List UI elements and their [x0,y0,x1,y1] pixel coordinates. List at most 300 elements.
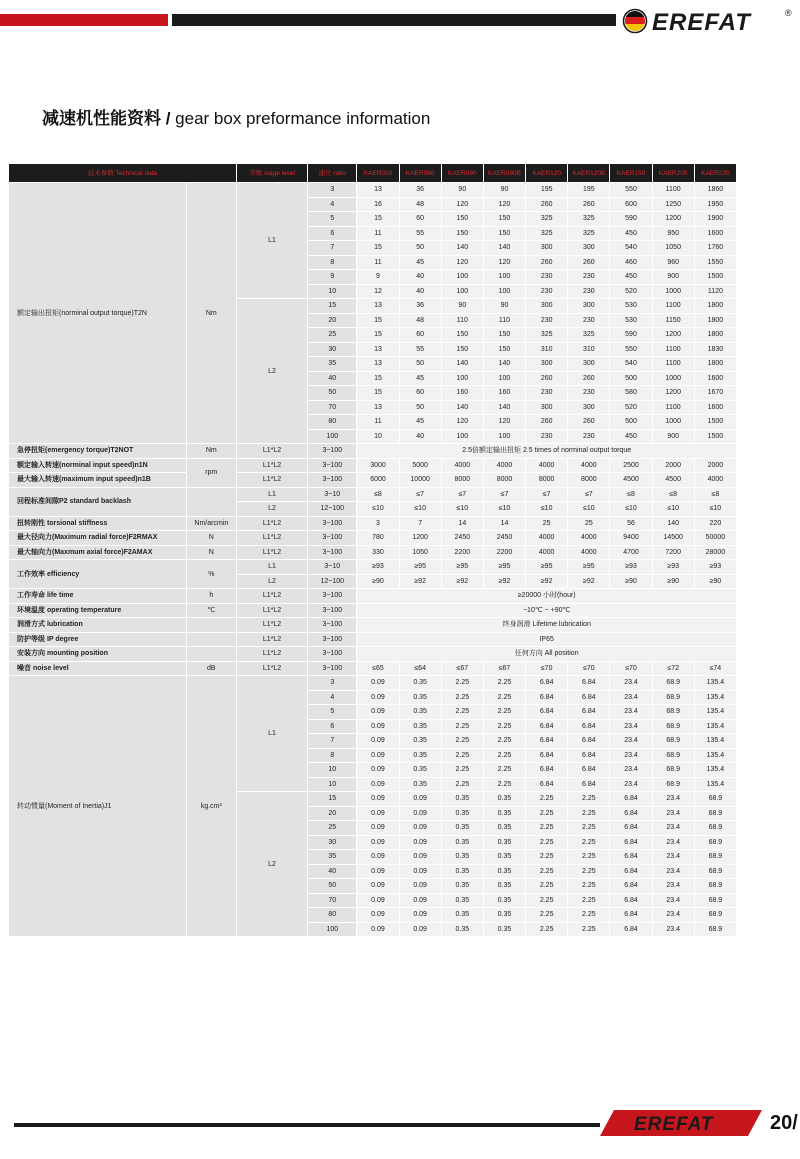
value-cell: 0.09 [357,719,399,734]
ratio-cell: 100 [308,922,357,937]
table-row [9,661,737,676]
value-cell: 2200 [441,545,483,560]
value-cell: 1950 [694,197,736,212]
stage-cell: L1*L2 [236,473,307,488]
value-cell: 36 [399,299,441,314]
parameter-label: 最大输入转速(maximum input speed)n1B [9,473,187,488]
header-model: KAER050 [357,164,399,183]
title-separator: / [161,109,176,128]
value-cell: 15 [357,371,399,386]
header-model: KAER150 [610,164,652,183]
value-cell: 140 [483,241,525,256]
value-cell: 0.09 [357,879,399,894]
value-cell: 10000 [399,473,441,488]
value-cell: ≤10 [399,502,441,517]
unit-cell: rpm [186,458,236,487]
stage-cell: L1 [236,183,307,299]
value-cell: 230 [568,313,610,328]
value-cell: 135.4 [694,705,736,720]
value-cell: 2.25 [568,908,610,923]
value-cell: 45 [399,415,441,430]
value-cell: 1500 [694,270,736,285]
value-cell: 0.35 [441,864,483,879]
value-cell: 90 [441,299,483,314]
value-cell: ≤7 [568,487,610,502]
value-cell: 135.4 [694,690,736,705]
value-cell: 25 [568,516,610,531]
value-cell: 2.25 [568,850,610,865]
value-cell: 11 [357,415,399,430]
value-cell: 2.25 [483,748,525,763]
value-cell: 12 [357,284,399,299]
value-cell: 2450 [483,531,525,546]
value-cell: 0.35 [441,835,483,850]
ratio-cell: 35 [308,850,357,865]
value-cell: 1100 [652,400,694,415]
value-cell: 1830 [694,342,736,357]
ratio-cell: 70 [308,893,357,908]
value-cell: 1000 [652,415,694,430]
value-cell: 4000 [568,545,610,560]
value-cell: 260 [526,415,568,430]
stage-cell: L1*L2 [236,444,307,459]
value-cell: ≥93 [357,560,399,575]
value-cell: 11 [357,255,399,270]
value-cell: 140 [441,241,483,256]
header-model: KAER060 [399,164,441,183]
stage-cell: L2 [236,792,307,937]
value-cell: 140 [483,400,525,415]
value-cell: 0.09 [357,821,399,836]
value-cell: 0.09 [357,893,399,908]
value-cell: 40 [399,429,441,444]
ratio-cell: 10 [308,284,357,299]
value-cell: 0.35 [399,705,441,720]
value-cell: 300 [568,400,610,415]
value-cell: ≤10 [357,502,399,517]
value-cell: 45 [399,255,441,270]
value-cell: 6.84 [610,864,652,879]
value-cell: ≤10 [694,502,736,517]
value-cell: 2.25 [568,893,610,908]
value-cell: 6.84 [610,893,652,908]
ratio-cell: 4 [308,197,357,212]
value-cell: 0.09 [399,835,441,850]
value-cell: 2.25 [483,690,525,705]
value-cell: 1000 [652,371,694,386]
ratio-cell: 3~100 [308,444,357,459]
value-cell: 0.09 [399,908,441,923]
value-cell: 135.4 [694,763,736,778]
value-cell: 0.09 [399,806,441,821]
value-cell: 140 [652,516,694,531]
parameter-label: 转动惯量(Moment of Inertia)J1 [9,676,187,937]
value-cell: 1600 [694,226,736,241]
value-cell: 2.25 [526,821,568,836]
value-cell: 2.25 [526,893,568,908]
value-cell: 6.84 [568,705,610,720]
value-cell: 260 [526,197,568,212]
value-cell: 2.25 [441,748,483,763]
value-cell: 1050 [399,545,441,560]
value-cell: 580 [610,386,652,401]
value-cell: 4500 [610,473,652,488]
value-cell: ≤74 [694,661,736,676]
value-cell: 0.35 [399,719,441,734]
parameter-label: 工作寿命 life time [9,589,187,604]
parameter-label: 防护等级 IP degree [9,632,187,647]
value-cell: 0.09 [357,777,399,792]
value-cell: 230 [568,284,610,299]
value-cell: 135.4 [694,777,736,792]
value-cell: 100 [441,371,483,386]
value-cell: 6.84 [568,676,610,691]
value-cell: 50 [399,241,441,256]
value-cell: 14500 [652,531,694,546]
value-cell: 2.25 [568,835,610,850]
value-cell: 15 [357,313,399,328]
header-model: KAER090B [483,164,525,183]
unit-cell [186,487,236,516]
value-cell: 68.9 [694,806,736,821]
table-row [9,487,737,502]
value-cell: 230 [568,386,610,401]
value-cell: 6.84 [610,850,652,865]
stage-cell: L1*L2 [236,531,307,546]
ratio-cell: 3~100 [308,647,357,662]
value-cell: 3 [357,516,399,531]
value-cell: 330 [357,545,399,560]
value-cell: 0.35 [441,922,483,937]
value-cell: 4000 [441,458,483,473]
value-cell: 1100 [652,357,694,372]
value-cell: 1100 [652,183,694,198]
unit-cell: N [186,531,236,546]
value-cell: 530 [610,313,652,328]
stage-cell: L2 [236,502,307,517]
table-row [9,183,737,198]
value-cell: 590 [610,212,652,227]
ratio-cell: 3~100 [308,458,357,473]
ratio-cell: 15 [308,299,357,314]
value-cell: 530 [610,299,652,314]
value-cell: 3000 [357,458,399,473]
value-cell: 260 [568,371,610,386]
value-cell: 2.25 [441,676,483,691]
value-cell: 135.4 [694,734,736,749]
value-cell: 520 [610,400,652,415]
value-cell: 2.25 [568,922,610,937]
value-cell: 0.35 [441,806,483,821]
stage-cell: L2 [236,574,307,589]
value-cell: ≤72 [652,661,694,676]
ratio-cell: 30 [308,342,357,357]
header-model: KAER205 [652,164,694,183]
value-cell: 260 [568,415,610,430]
value-cell: 460 [610,255,652,270]
value-cell: 550 [610,183,652,198]
value-cell: 0.09 [357,763,399,778]
value-cell: 6.84 [610,821,652,836]
value-cell: 325 [568,328,610,343]
value-cell: 120 [441,255,483,270]
value-cell: 100 [483,284,525,299]
value-cell: 0.09 [357,850,399,865]
value-cell: 110 [441,313,483,328]
value-cell: 0.09 [357,908,399,923]
value-cell: 120 [483,415,525,430]
value-cell: 325 [568,212,610,227]
value-cell: 2.25 [568,806,610,821]
value-cell: 1800 [694,313,736,328]
value-cell: 195 [526,183,568,198]
value-cell: ≤67 [441,661,483,676]
table-row [9,531,737,546]
value-cell: 0.35 [399,777,441,792]
value-cell: 150 [441,342,483,357]
table-row [9,603,737,618]
value-cell: ≥92 [399,574,441,589]
brand-wordmark: EREFAT [652,9,751,36]
value-cell: 230 [526,284,568,299]
ratio-cell: 3~10 [308,487,357,502]
header-model: KAER120B [568,164,610,183]
stage-cell: L1 [236,487,307,502]
value-cell: 1200 [652,212,694,227]
ratio-cell: 3~100 [308,473,357,488]
value-cell: 23.4 [610,690,652,705]
value-cell: 6.84 [610,806,652,821]
value-cell: 2.25 [441,719,483,734]
parameter-label: 润滑方式 lubrication [9,618,187,633]
value-cell: 23.4 [652,835,694,850]
value-cell: 2.25 [526,835,568,850]
value-cell: 1050 [652,241,694,256]
ratio-cell: 70 [308,400,357,415]
value-cell: 0.35 [483,792,525,807]
value-cell: 2.25 [526,792,568,807]
ratio-cell: 20 [308,313,357,328]
ratio-cell: 12~100 [308,502,357,517]
value-cell: 325 [526,212,568,227]
parameter-label: 最大径向力(Maximum radial force)F2RMAX [9,531,187,546]
value-cell: 160 [441,386,483,401]
table-row [9,516,737,531]
value-cell: ≥90 [652,574,694,589]
value-cell: 8000 [568,473,610,488]
value-cell: 50 [399,400,441,415]
value-cell: ≥93 [652,560,694,575]
value-cell: 2.25 [568,864,610,879]
value-cell: 0.09 [399,893,441,908]
value-cell: 0.09 [357,705,399,720]
value-cell: 6.84 [526,777,568,792]
header-model: KAER235 [694,164,736,183]
value-cell: 1800 [694,299,736,314]
value-cell: 6.84 [526,705,568,720]
value-cell: 2.25 [526,922,568,937]
value-cell: 4500 [652,473,694,488]
ratio-cell: 7 [308,734,357,749]
value-cell: 325 [526,328,568,343]
value-cell: 2.25 [483,676,525,691]
value-cell: 260 [526,255,568,270]
value-cell: 6.84 [610,879,652,894]
page-title [42,104,430,129]
value-cell: 960 [652,255,694,270]
value-cell: 2.25 [441,763,483,778]
value-cell: 25 [526,516,568,531]
value-cell: ≤64 [399,661,441,676]
value-cell: 0.35 [441,893,483,908]
unit-cell: dB [186,661,236,676]
table-row [9,647,737,662]
value-cell: 2000 [652,458,694,473]
value-cell: 780 [357,531,399,546]
header-black-bar [172,14,616,26]
value-cell: 1500 [694,429,736,444]
value-cell: 45 [399,371,441,386]
value-cell: 15 [357,328,399,343]
value-cell: 150 [483,226,525,241]
value-cell: 110 [483,313,525,328]
value-cell: 300 [526,299,568,314]
value-cell: 68.9 [652,763,694,778]
value-cell: 23.4 [652,893,694,908]
value-cell: 100 [441,284,483,299]
value-cell: 68.9 [694,864,736,879]
value-cell: ≥92 [441,574,483,589]
value-cell: 220 [694,516,736,531]
value-cell: 0.35 [483,908,525,923]
value-cell: 150 [483,212,525,227]
value-cell: 23.4 [652,864,694,879]
table-row [9,589,737,604]
value-cell: 2.25 [568,821,610,836]
value-cell: 150 [441,328,483,343]
value-cell: 7 [399,516,441,531]
value-cell: 120 [441,197,483,212]
value-cell: 0.09 [357,864,399,879]
ratio-cell: 35 [308,357,357,372]
value-cell: 900 [652,429,694,444]
value-cell: 2.25 [568,879,610,894]
ratio-cell: 5 [308,212,357,227]
footer-black-bar [14,1123,600,1127]
value-cell: 6.84 [610,908,652,923]
value-cell: ≤10 [568,502,610,517]
value-cell: 90 [483,299,525,314]
value-cell: 1120 [694,284,736,299]
value-cell: 4700 [610,545,652,560]
value-cell: 1760 [694,241,736,256]
stage-cell: L1*L2 [236,661,307,676]
stage-cell: L1*L2 [236,545,307,560]
value-cell: 0.09 [357,734,399,749]
value-cell: 230 [526,270,568,285]
value-cell: 16 [357,197,399,212]
page-number: 20/ [770,1112,798,1134]
table-row [9,618,737,633]
value-cell: 0.35 [483,864,525,879]
value-cell: 0.35 [399,763,441,778]
value-cell: 0.09 [357,806,399,821]
parameter-label: 额定输出扭矩(norminal output torque)T2N [9,183,187,444]
value-cell: 68.9 [694,821,736,836]
value-cell: 0.35 [399,734,441,749]
table-row [9,458,737,473]
value-cell: 23.4 [652,908,694,923]
value-cell: 1860 [694,183,736,198]
value-cell: 2.25 [526,850,568,865]
parameter-label: 扭转刚性 torsional stiffness [9,516,187,531]
value-cell: 11 [357,226,399,241]
value-cell: 23.4 [610,705,652,720]
ratio-cell: 80 [308,908,357,923]
value-cell: 325 [526,226,568,241]
stage-cell: L1*L2 [236,647,307,662]
value-cell: ≤8 [610,487,652,502]
ratio-cell: 30 [308,835,357,850]
value-cell: 2200 [483,545,525,560]
value-cell: ≥95 [399,560,441,575]
value-cell: ≥95 [526,560,568,575]
value-cell: 15 [357,212,399,227]
ratio-cell: 15 [308,792,357,807]
value-cell: 300 [568,299,610,314]
value-cell: ≥93 [694,560,736,575]
unit-cell: N [186,545,236,560]
spec-table [8,163,737,937]
value-cell: 150 [483,328,525,343]
spanned-value-cell: −10℃ ~ +90℃ [357,603,737,618]
value-cell: 2.25 [441,734,483,749]
value-cell: 23.4 [652,879,694,894]
stage-cell: L1*L2 [236,516,307,531]
ratio-cell: 40 [308,864,357,879]
value-cell: 0.35 [483,893,525,908]
value-cell: 2.25 [441,705,483,720]
brand-logo [622,6,794,36]
value-cell: 1150 [652,313,694,328]
value-cell: 4000 [568,458,610,473]
value-cell: ≥92 [526,574,568,589]
value-cell: ≤10 [610,502,652,517]
value-cell: ≤10 [483,502,525,517]
value-cell: 68.9 [652,748,694,763]
value-cell: 13 [357,299,399,314]
value-cell: ≥90 [694,574,736,589]
value-cell: ≥92 [568,574,610,589]
value-cell: ≤10 [526,502,568,517]
value-cell: 6.84 [526,763,568,778]
unit-cell: h [186,589,236,604]
value-cell: 140 [441,357,483,372]
value-cell: 0.09 [399,850,441,865]
spanned-value-cell: 任何方向 All position [357,647,737,662]
value-cell: 135.4 [694,748,736,763]
value-cell: 23.4 [610,719,652,734]
value-cell: ≥92 [483,574,525,589]
stage-cell: L1*L2 [236,632,307,647]
parameter-label: 环境温度 operating temperature [9,603,187,618]
title-en: gear box preformance information [175,109,431,128]
value-cell: 0.09 [399,792,441,807]
value-cell: ≤8 [694,487,736,502]
spec-table-body [9,183,737,937]
value-cell: 1550 [694,255,736,270]
value-cell: 4000 [694,473,736,488]
